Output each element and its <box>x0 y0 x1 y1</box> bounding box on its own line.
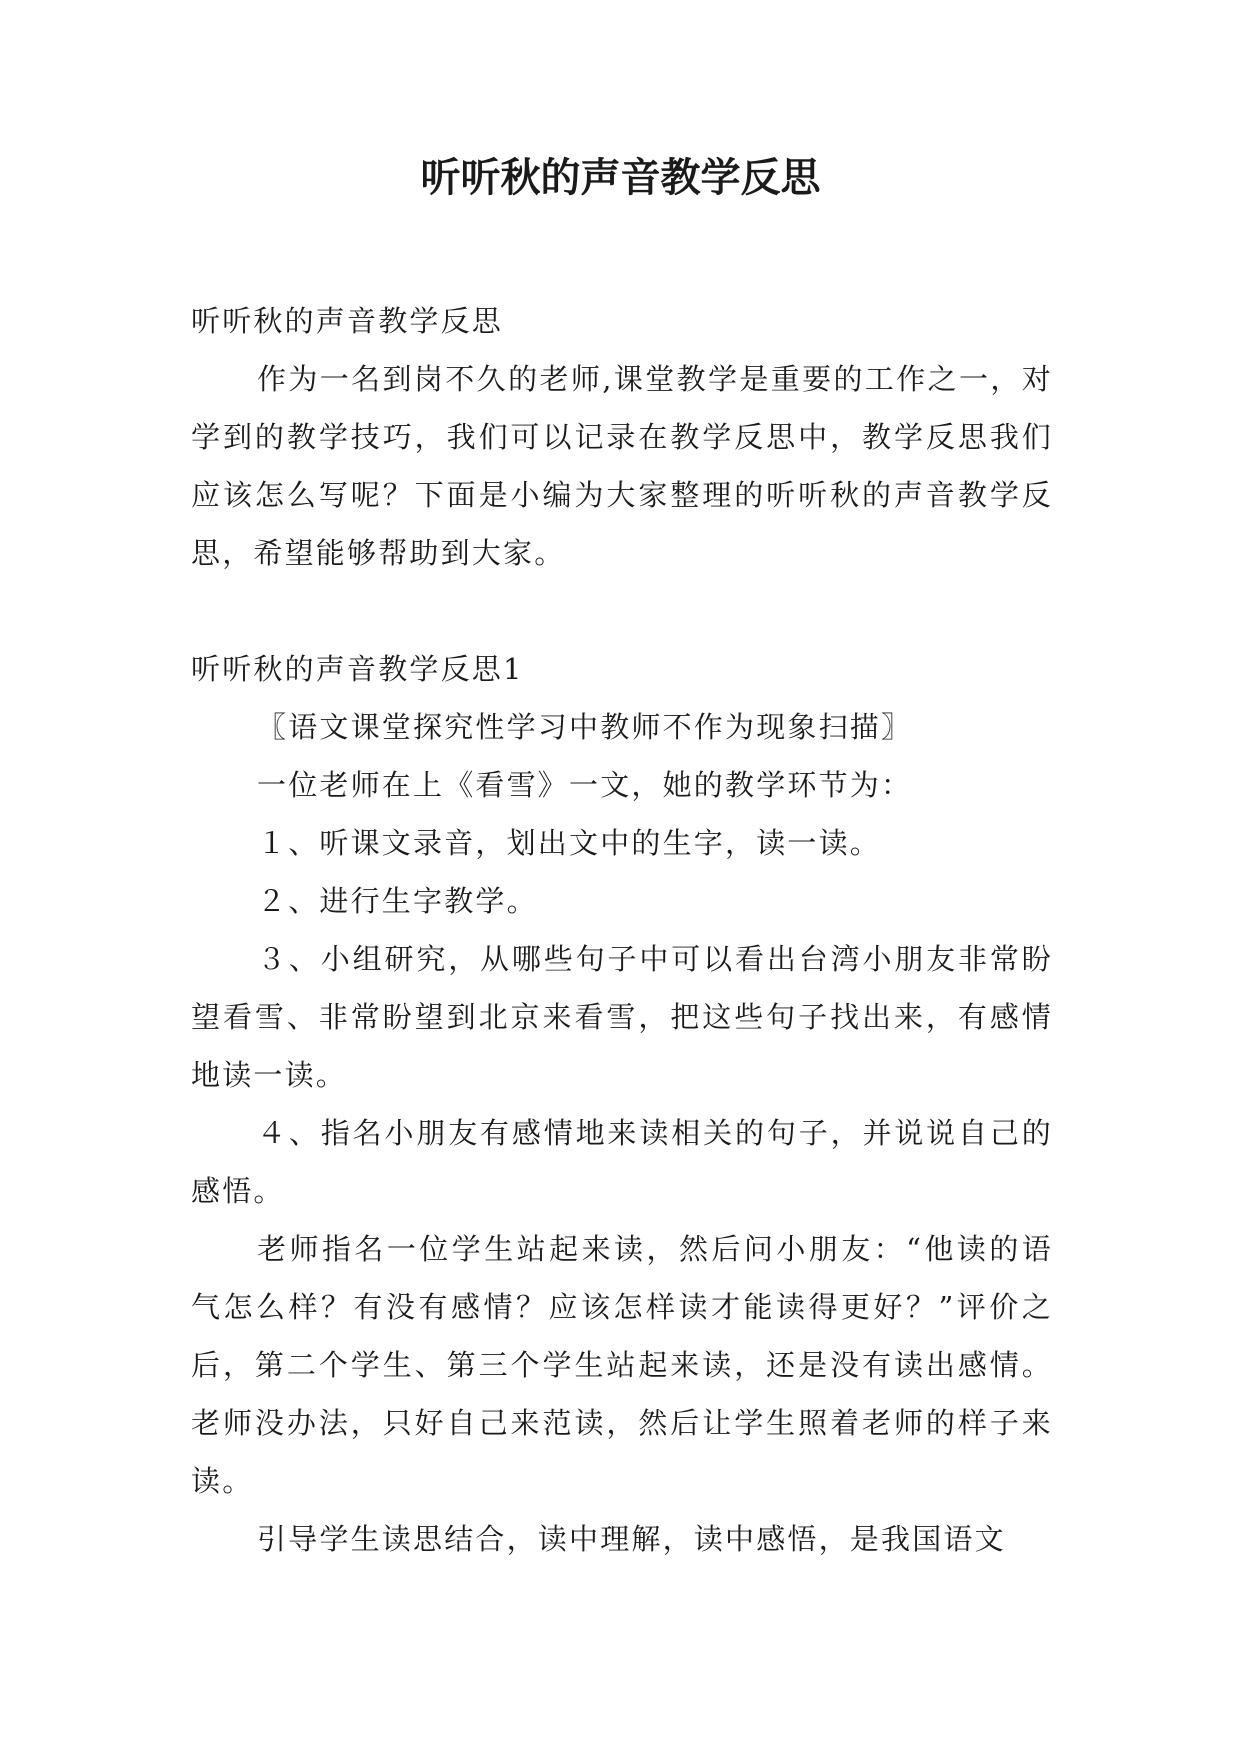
section-subtitle: 〖语文课堂探究性学习中教师不作为现象扫描〗 <box>257 710 913 744</box>
body-paragraph: 老师指名一位学生站起来读，然后问小朋友：“他读的语气怎么样？有没有感情？应该怎样读才能读得更好？”评价之后，第二个学生、第三个学生站起来读，还是没有读出感情。老师没办法，只好自己来范读，然后让学生照着老师的样子来读。 <box>191 1232 1053 1498</box>
document-body <box>191 292 1053 1568</box>
list-item-1: １、听课文录音，划出文中的生字，读一读。 <box>257 826 882 860</box>
intro-heading: 听听秋的声音教学反思 <box>191 304 504 338</box>
section-spacer <box>191 582 1053 640</box>
section-heading: 听听秋的声音教学反思1 <box>191 652 524 686</box>
intro-paragraph: 作为一名到岗不久的老师,课堂教学是重要的工作之一，对学到的教学技巧，我们可以记录在教学反思中，教学反思我们应该怎么写呢？下面是小编为大家整理的听听秋的声音教学反思，希望能够帮助到大家。 <box>191 362 1053 570</box>
body-paragraph: 一位老师在上《看雪》一文，她的教学环节为： <box>257 768 913 802</box>
list-item-4: ４、指名小朋友有感情地来读相关的句子，并说说自己的感悟。 <box>191 1116 1053 1208</box>
list-item-3: ３、小组研究，从哪些句子中可以看出台湾小朋友非常盼望看雪、非常盼望到北京来看雪，把这些句子找出来，有感情地读一读。 <box>191 942 1053 1092</box>
list-item-2: ２、进行生字教学。 <box>257 884 538 918</box>
document-title: 听听秋的声音教学反思 <box>420 155 821 201</box>
body-paragraph: 引导学生读思结合，读中理解，读中感悟，是我国语文 <box>257 1522 1006 1556</box>
